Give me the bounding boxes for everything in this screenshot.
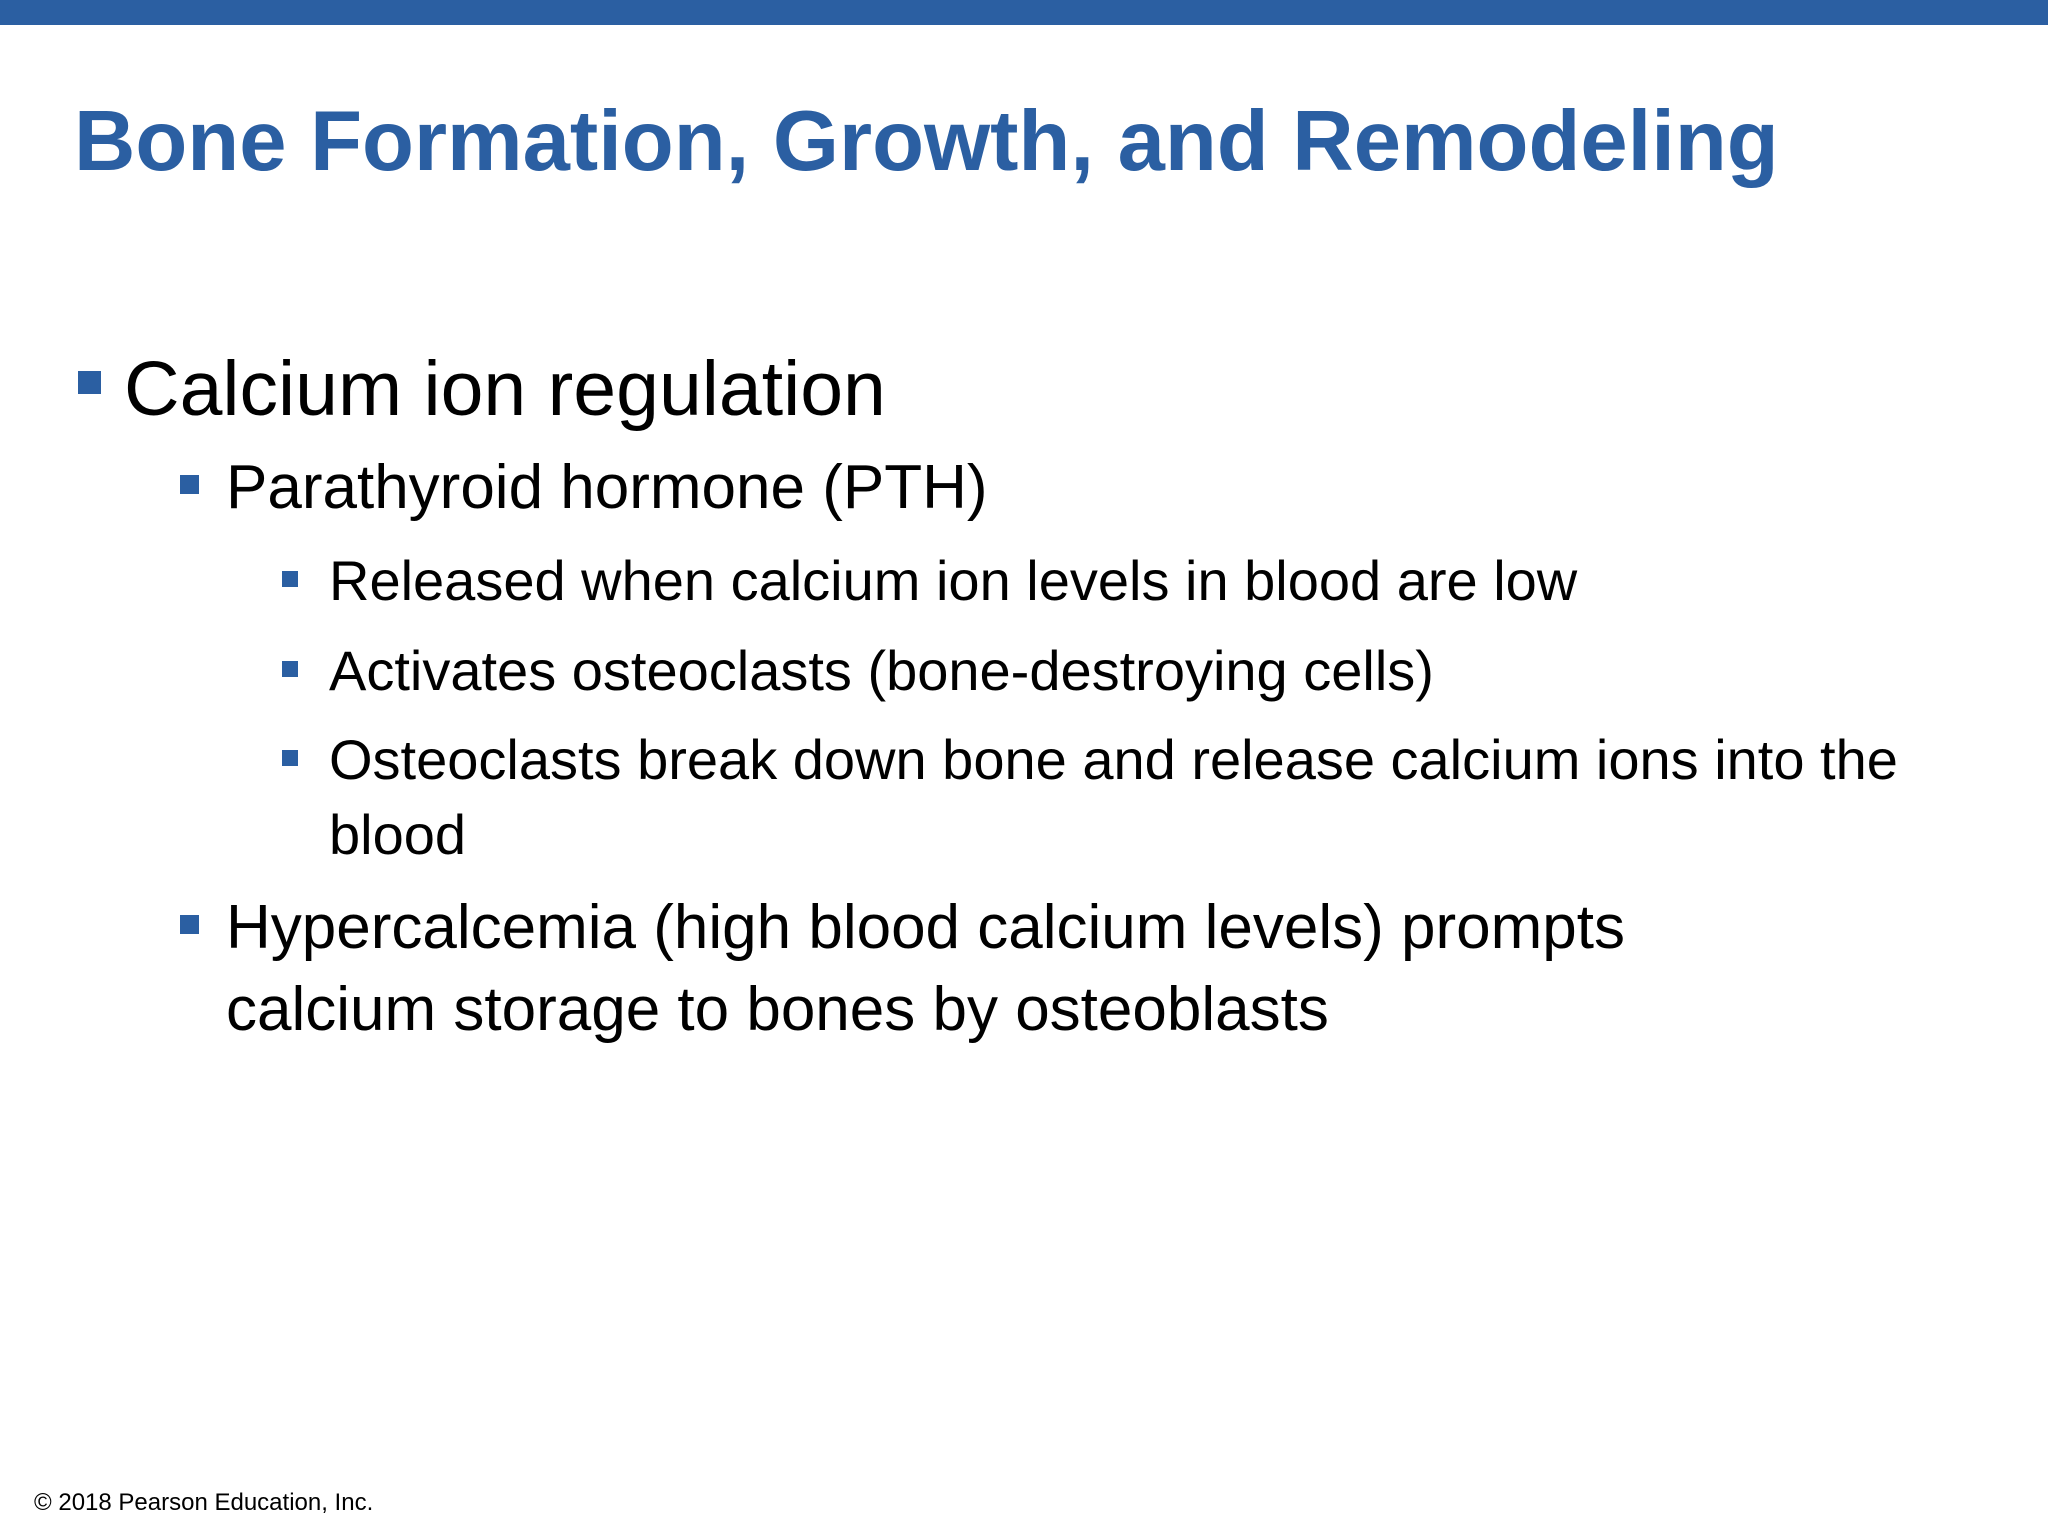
bullet-hypercalcemia xyxy=(226,887,1846,1051)
bullet-text: Osteoclasts break down bone and release calcium ions into the blood xyxy=(329,728,1898,866)
bullet-activates-osteoclasts xyxy=(329,633,1909,708)
square-bullet-icon xyxy=(78,371,101,394)
square-bullet-icon xyxy=(282,571,298,587)
bullet-text: Parathyroid hormone (PTH) xyxy=(226,453,988,522)
bullet-osteoclasts-break-down xyxy=(329,722,1909,872)
bullet-text: Released when calcium ion levels in blood are low xyxy=(329,549,1578,612)
top-accent-bar xyxy=(0,0,2048,25)
slide-title: Bone Formation, Growth, and Remodeling xyxy=(74,94,1779,189)
bullet-released-when-low xyxy=(329,543,1909,618)
bullet-text: Calcium ion regulation xyxy=(124,346,886,432)
copyright-footer: © 2018 Pearson Education, Inc. xyxy=(34,1489,374,1516)
square-bullet-icon xyxy=(180,915,199,934)
square-bullet-icon xyxy=(180,475,199,494)
square-bullet-icon xyxy=(282,661,298,677)
bullet-parathyroid-hormone xyxy=(226,447,1846,529)
square-bullet-icon xyxy=(282,750,298,766)
bullet-text: Activates osteoclasts (bone-destroying cells) xyxy=(329,639,1434,702)
bullet-calcium-ion-regulation xyxy=(124,344,886,434)
bullet-text: Hypercalcemia (high blood calcium levels) prompts calcium storage to bones by osteoblasts xyxy=(226,893,1625,1044)
